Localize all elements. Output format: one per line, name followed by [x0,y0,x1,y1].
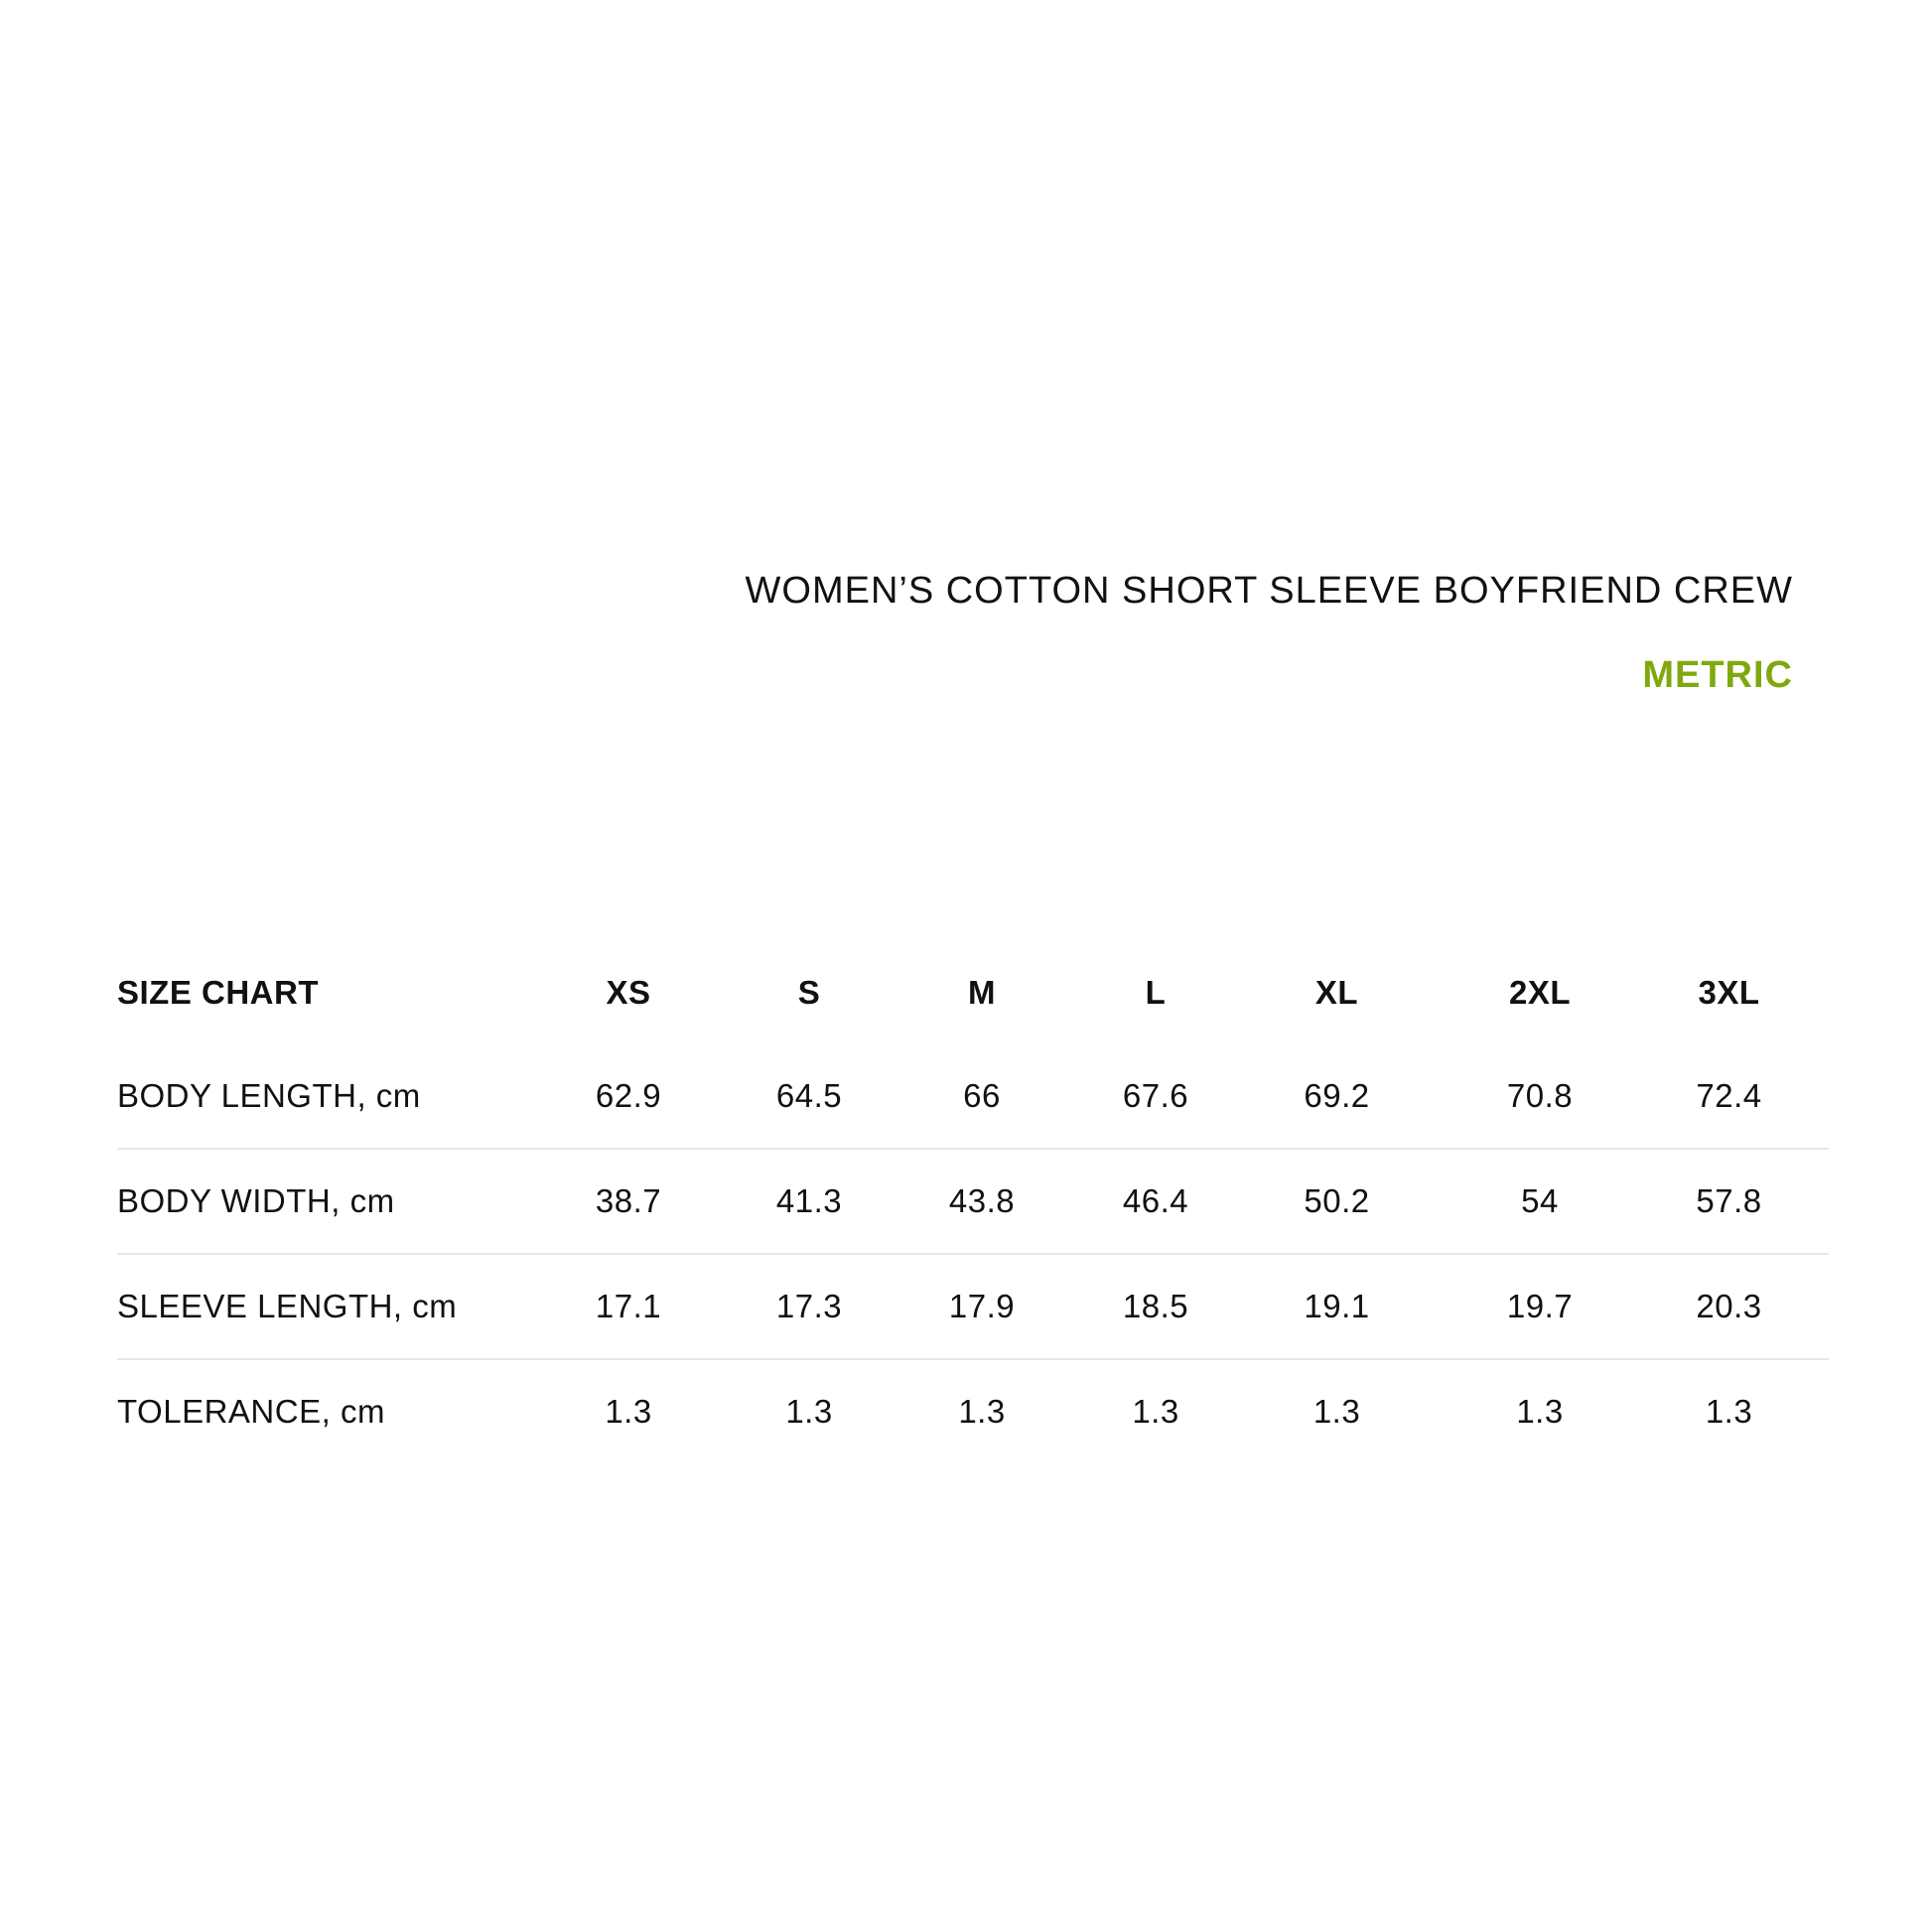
table-cell: 38.7 [514,1149,743,1254]
size-header-s: S [797,974,821,1011]
table-cell: 62.9 [595,1077,662,1114]
table-cell: 69.2 [1304,1077,1370,1114]
row-label: SLEEVE LENGTH, cm [117,1254,514,1359]
size-header-xl: XL [1314,974,1359,1011]
table-cell: 1.3 [514,1359,743,1463]
table-cell: 17.9 [876,1254,1088,1359]
table-cell: 50.2 [1223,1149,1450,1254]
unit-label: METRIC [1642,654,1793,696]
size-header-3xl: 3XL [1698,974,1760,1011]
table-cell: 1.3 [1450,1359,1629,1463]
size-header-m: M [968,974,996,1011]
table-cell: 1.3 [1629,1359,1829,1463]
table-cell: 72.4 [1696,1077,1762,1114]
row-label: TOLERANCE, cm [117,1359,514,1463]
table-cell: 67.6 [1122,1077,1189,1114]
table-cell: 70.8 [1506,1077,1574,1114]
table-cell: 1.3 [876,1359,1088,1463]
table-cell: 64.5 [775,1077,843,1114]
table-cell: 41.3 [743,1149,876,1254]
table-cell: 19.7 [1450,1254,1629,1359]
size-chart-table [117,941,1829,1463]
table-cell: 18.5 [1088,1254,1223,1359]
table-cell: 20.3 [1629,1254,1829,1359]
table-cell: 1.3 [743,1359,876,1463]
table-row-tolerance [117,1359,1829,1463]
table-row-body-width [117,1149,1829,1254]
table-row-body-length [117,1044,1829,1149]
size-header-l: L [1145,974,1167,1011]
table-cell: 17.1 [514,1254,743,1359]
table-cell: 43.8 [876,1149,1088,1254]
table-row-sleeve-length [117,1254,1829,1359]
product-title: WOMEN’S COTTON SHORT SLEEVE BOYFRIEND CREW [745,570,1793,612]
row-label: BODY LENGTH, cm [117,1077,421,1114]
table-cell: 1.3 [1223,1359,1450,1463]
table-cell: 57.8 [1629,1149,1829,1254]
table-cell: 1.3 [1088,1359,1223,1463]
size-header-row [117,941,1829,1044]
table-cell: 66 [963,1077,1001,1114]
row-label: BODY WIDTH, cm [117,1149,514,1254]
table-cell: 54 [1450,1149,1629,1254]
size-chart-heading: SIZE CHART [117,974,319,1011]
table-cell: 17.3 [743,1254,876,1359]
size-header-2xl: 2XL [1508,974,1572,1011]
table-cell: 19.1 [1223,1254,1450,1359]
size-header-xs: XS [606,974,651,1011]
table-cell: 46.4 [1088,1149,1223,1254]
